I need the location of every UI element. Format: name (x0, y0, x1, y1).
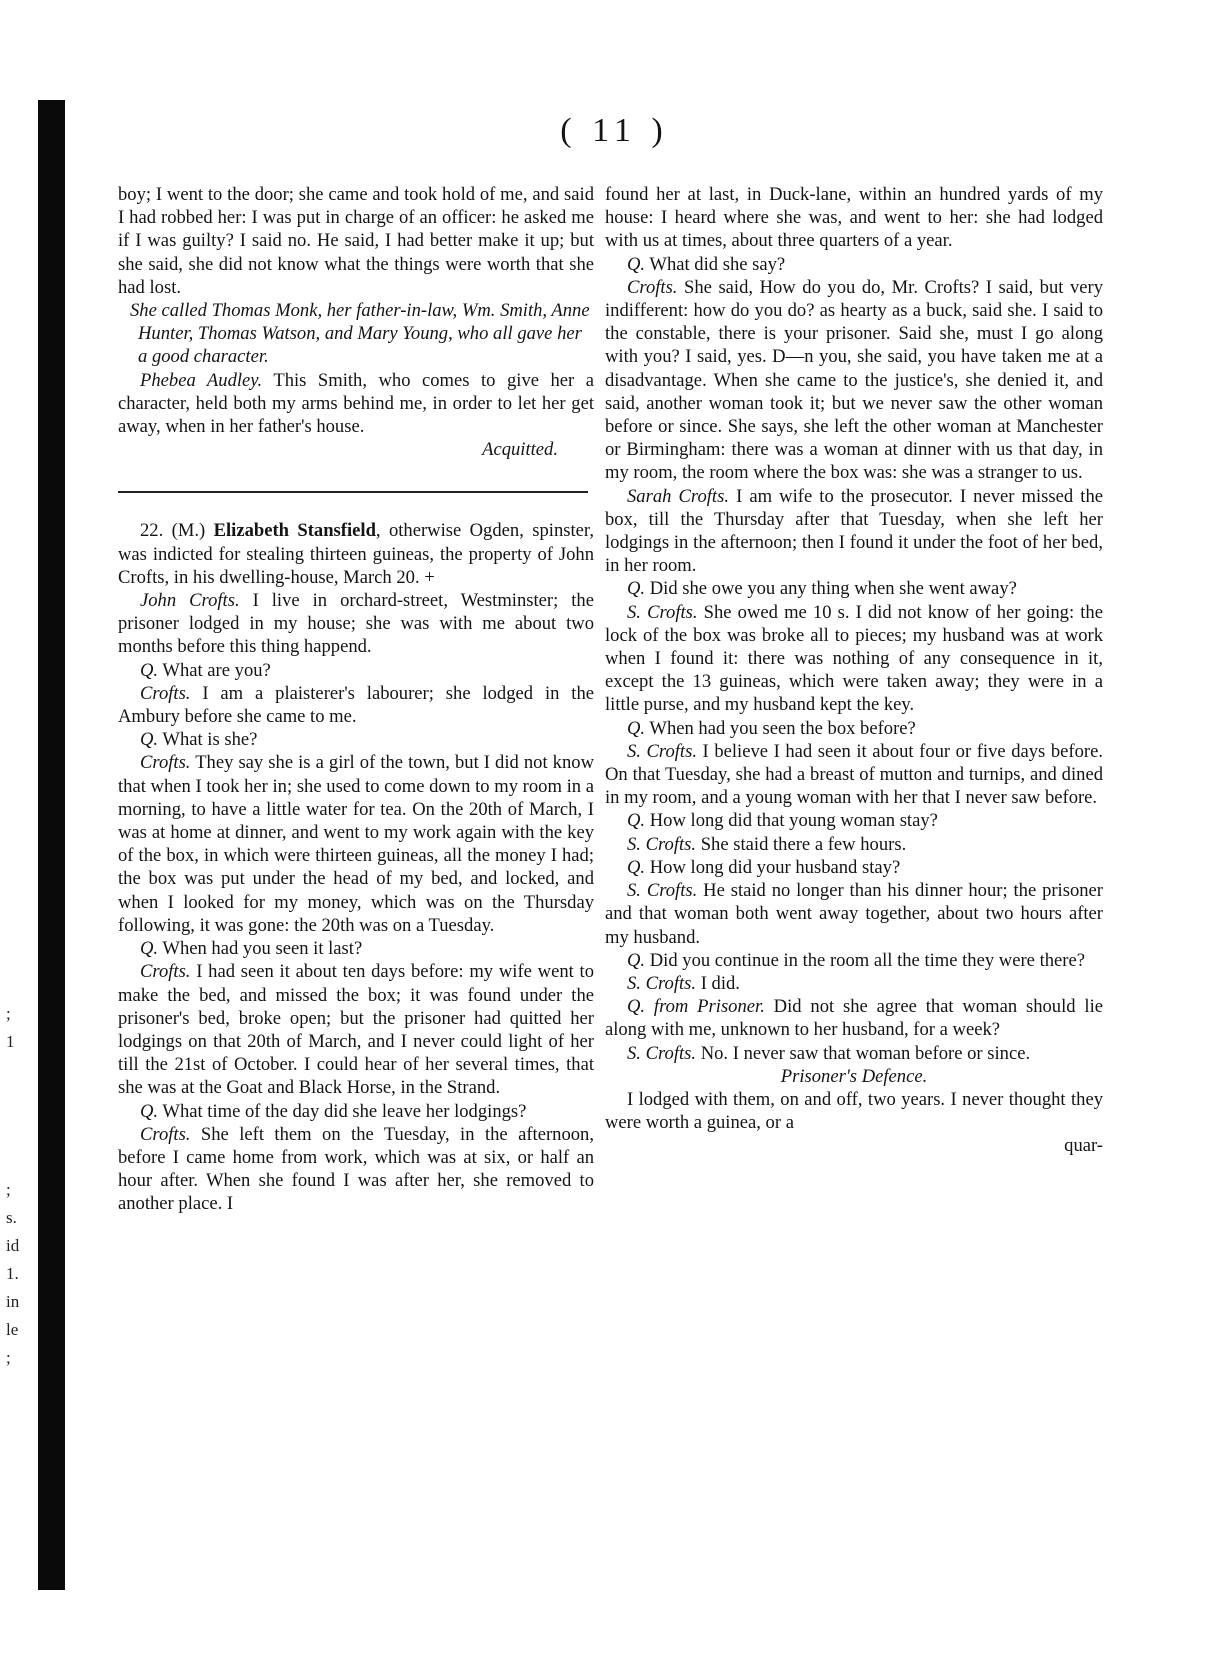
margin-mark: 1 (6, 1032, 15, 1051)
testimony-paragraph (605, 972, 1103, 995)
speaker-name: S. Crofts. (627, 1042, 697, 1064)
speaker-name: Crofts. (140, 1123, 191, 1145)
testimony-text: I live in orchard-street, Westminster; the prisoner lodged in my house; she was with me about two months before this thing happend. (118, 590, 594, 658)
testimony-paragraph (118, 1123, 594, 1216)
character-note: She called Thomas Monk, her father-in-law, Wm. Smith, Anne Hunter, Thomas Watson, and Mary Young, who all gave her a good character. (130, 300, 590, 368)
speaker-name: Q. (627, 253, 646, 275)
speaker-name: Q. (627, 856, 646, 878)
margin-mark: le (6, 1320, 19, 1339)
margin-mark: in (6, 1292, 20, 1311)
case-heading (118, 519, 594, 589)
testimony-paragraph (605, 949, 1103, 972)
defence-text: I lodged with them, on and off, two years. I never thought they were worth a guinea, or a (605, 1088, 1103, 1134)
speaker-name: Q. (140, 729, 159, 751)
testimony-text: What are you? (158, 659, 271, 681)
testimony-text: Did she owe you any thing when she went away? (645, 578, 1017, 600)
audley-paragraph (118, 369, 594, 439)
testimony-paragraph (118, 960, 594, 1099)
margin-mark: ; (6, 1348, 11, 1367)
testimony-paragraph (118, 682, 594, 728)
speaker-name: Q. (627, 578, 646, 600)
testimony-paragraph (118, 1100, 594, 1123)
testimony-text: When had you seen the box before? (645, 717, 916, 739)
speaker-name: Q. (627, 949, 646, 971)
section-divider (118, 491, 588, 493)
speaker-name: S. Crofts. (627, 601, 698, 623)
indictment-text: , otherwise Ogden, spinster, was indicted for stealing thirteen guineas, the property of John Crofts, in his dwelling-house, March 20. + (118, 520, 594, 588)
defence-heading: Prisoner's Defence. (780, 1065, 928, 1087)
margin-mark: ; (6, 1180, 11, 1199)
defendant-name: Elizabeth Stansfield (213, 520, 376, 542)
testimony-text: She left them on the Tuesday, in the afternoon, before I came home from work, which was at six, or half an hour after. When she found I was after her, she removed to another place. I (118, 1123, 594, 1215)
testimony-text: How long did your husband stay? (645, 856, 901, 878)
testimony-text: This Smith, who comes to give her a character, held both my arms behind me, in order to let her get away, when in her father's house. (118, 369, 595, 438)
speaker-name: Sarah Crofts. (627, 485, 729, 507)
testimony-paragraph (605, 485, 1103, 578)
testimony-text: No. I never saw that woman before or since. (696, 1042, 1031, 1064)
testimony-paragraph (605, 1042, 1103, 1065)
speaker-name: Crofts. (140, 752, 191, 774)
testimony-paragraph (605, 601, 1103, 717)
speaker-name: Q. (140, 938, 159, 960)
case-number: 22. (M.) (140, 520, 214, 542)
margin-mark: id (6, 1236, 20, 1255)
speaker-name: Crofts. (140, 961, 191, 983)
speaker-name: John Crofts. (140, 590, 240, 612)
testimony-text: Did you continue in the room all the time they were there? (645, 949, 1085, 971)
testimony-paragraph (118, 751, 594, 937)
testimony-text: They say she is a girl of the town, but I did not know that when I took her in; she used to come down to my room in a morning, to have a little water for tea. On the 20th of March, I was at home at dinner, and went to my work again with the key of the box, in which were thirteen guineas, all the money I had; the box was put under the head of my bed, and locked, and when I looked for my money, which was on the Thursday following, it was gone: the 20th was on a Tuesday. (118, 752, 594, 936)
speaker-name: S. Crofts. (627, 880, 698, 902)
catchword: quar- (1064, 1135, 1103, 1157)
testimony-paragraph (118, 659, 594, 682)
verdict: Acquitted. (482, 439, 558, 461)
speaker-name: S. Crofts. (627, 740, 697, 762)
testimony-paragraph (605, 833, 1103, 856)
testimony-text: I believe I had seen it about four or five days before. On that Tuesday, she had a breast of mutton and turnips, and dined in my room, and a young woman with her that I never saw before. (605, 740, 1103, 809)
right-column (605, 183, 1103, 1158)
margin-mark: s. (6, 1208, 17, 1227)
testimony-text: What did she say? (645, 253, 786, 275)
testimony-paragraph (605, 276, 1103, 485)
speaker-name: S. Crofts. (627, 833, 697, 855)
testimony-paragraph (605, 879, 1103, 949)
speaker-name: Q. (627, 810, 646, 832)
testimony-paragraph (118, 937, 594, 960)
testimony-paragraph (605, 577, 1103, 600)
testimony-text: I had seen it about ten days before: my wife went to make the bed, and missed the box; it was found under the prisoner's bed, broke open; but the prisoner had quitted her lodgings on that 20th of March, and I never could light of her till the 21st of October. I could hear of her several times, that she was at the Goat and Black Horse, in the Strand. (118, 961, 594, 1099)
testimony-text: Did not she agree that woman should lie along with me, unknown to her husband, for a week? (605, 996, 1103, 1041)
margin-mark: 1. (6, 1264, 19, 1283)
left-column (118, 183, 594, 1216)
speaker-name: Crofts. (140, 682, 191, 704)
speaker-name: Phebea Audley. (140, 369, 263, 391)
testimony-paragraph (118, 589, 594, 659)
speaker-name: S. Crofts. (627, 972, 697, 994)
testimony-text: I did. (696, 972, 740, 994)
testimony-text: I am a plaisterer's labourer; she lodged in the Ambury before she came to me. (118, 682, 594, 728)
testimony-text: She owed me 10 s. I did not know of her going: the lock of the box was broke all to pieces; my husband was at work when I found it: there was nothing of any consequence in it, except the 13 guineas, which were taken away; they were in a little purse, and my husband kept the key. (605, 601, 1103, 716)
speaker-name: Q. (140, 1100, 159, 1122)
testimony-paragraph (605, 253, 1103, 276)
speaker-name: Q. (140, 659, 159, 681)
testimony-text: How long did that young woman stay? (645, 810, 938, 832)
continuation-text: boy; I went to the door; she came and took hold of me, and said I had robbed her: I was put in charge of an officer: he asked me if I was guilty? I said no. He said, I had better make it up; but she said, she did not know what the things were worth that she had lost. (118, 184, 594, 298)
speaker-name: Q. from Prisoner. (627, 996, 765, 1018)
testimony-paragraph (605, 809, 1103, 832)
margin-marks (6, 1000, 46, 1372)
testimony-paragraph (605, 856, 1103, 879)
testimony-paragraph (605, 740, 1103, 810)
testimony-text: When had you seen it last? (158, 938, 363, 960)
continuation-text: found her at last, in Duck-lane, within an hundred yards of my house: I heard where she was, and went to her: she had lodged with us at times, about three quarters of a year. (605, 184, 1103, 252)
page-number: ( 11 ) (560, 112, 669, 149)
testimony-text: I am wife to the prosecutor. I never missed the box, till the Thursday after that Tuesday, when she left her lodgings in the afternoon; then I found it under the foot of her bed, in her room. (605, 485, 1103, 577)
testimony-paragraph (605, 717, 1103, 740)
testimony-text: She staid there a few hours. (696, 833, 907, 855)
speaker-name: Q. (627, 717, 646, 739)
testimony-text: What time of the day did she leave her lodgings? (158, 1100, 527, 1122)
testimony-paragraph (605, 995, 1103, 1041)
testimony-text: What is she? (158, 729, 258, 751)
testimony-paragraph (118, 728, 594, 751)
speaker-name: Crofts. (627, 276, 678, 298)
margin-mark: ; (6, 1004, 11, 1023)
testimony-text: She said, How do you do, Mr. Crofts? I said, but very indifferent: how do you do? as hearty as a buck, said she. I said to the constable, there is your prisoner. Said she, must I go along with you? I said, yes. D—n you, she said, you have taken me at a disadvantage. When she came to the justice's, she denied it, and said, another woman took it; but we never saw the other woman before or since. She says, she left the other woman at Manchester or Birmingham: there was a woman at dinner with us that day, in my room, the room where the box was: she was a stranger to us. (605, 276, 1103, 484)
testimony-text: He staid no longer than his dinner hour; the prisoner and that woman both went away together, about two hours after my husband. (605, 880, 1103, 948)
